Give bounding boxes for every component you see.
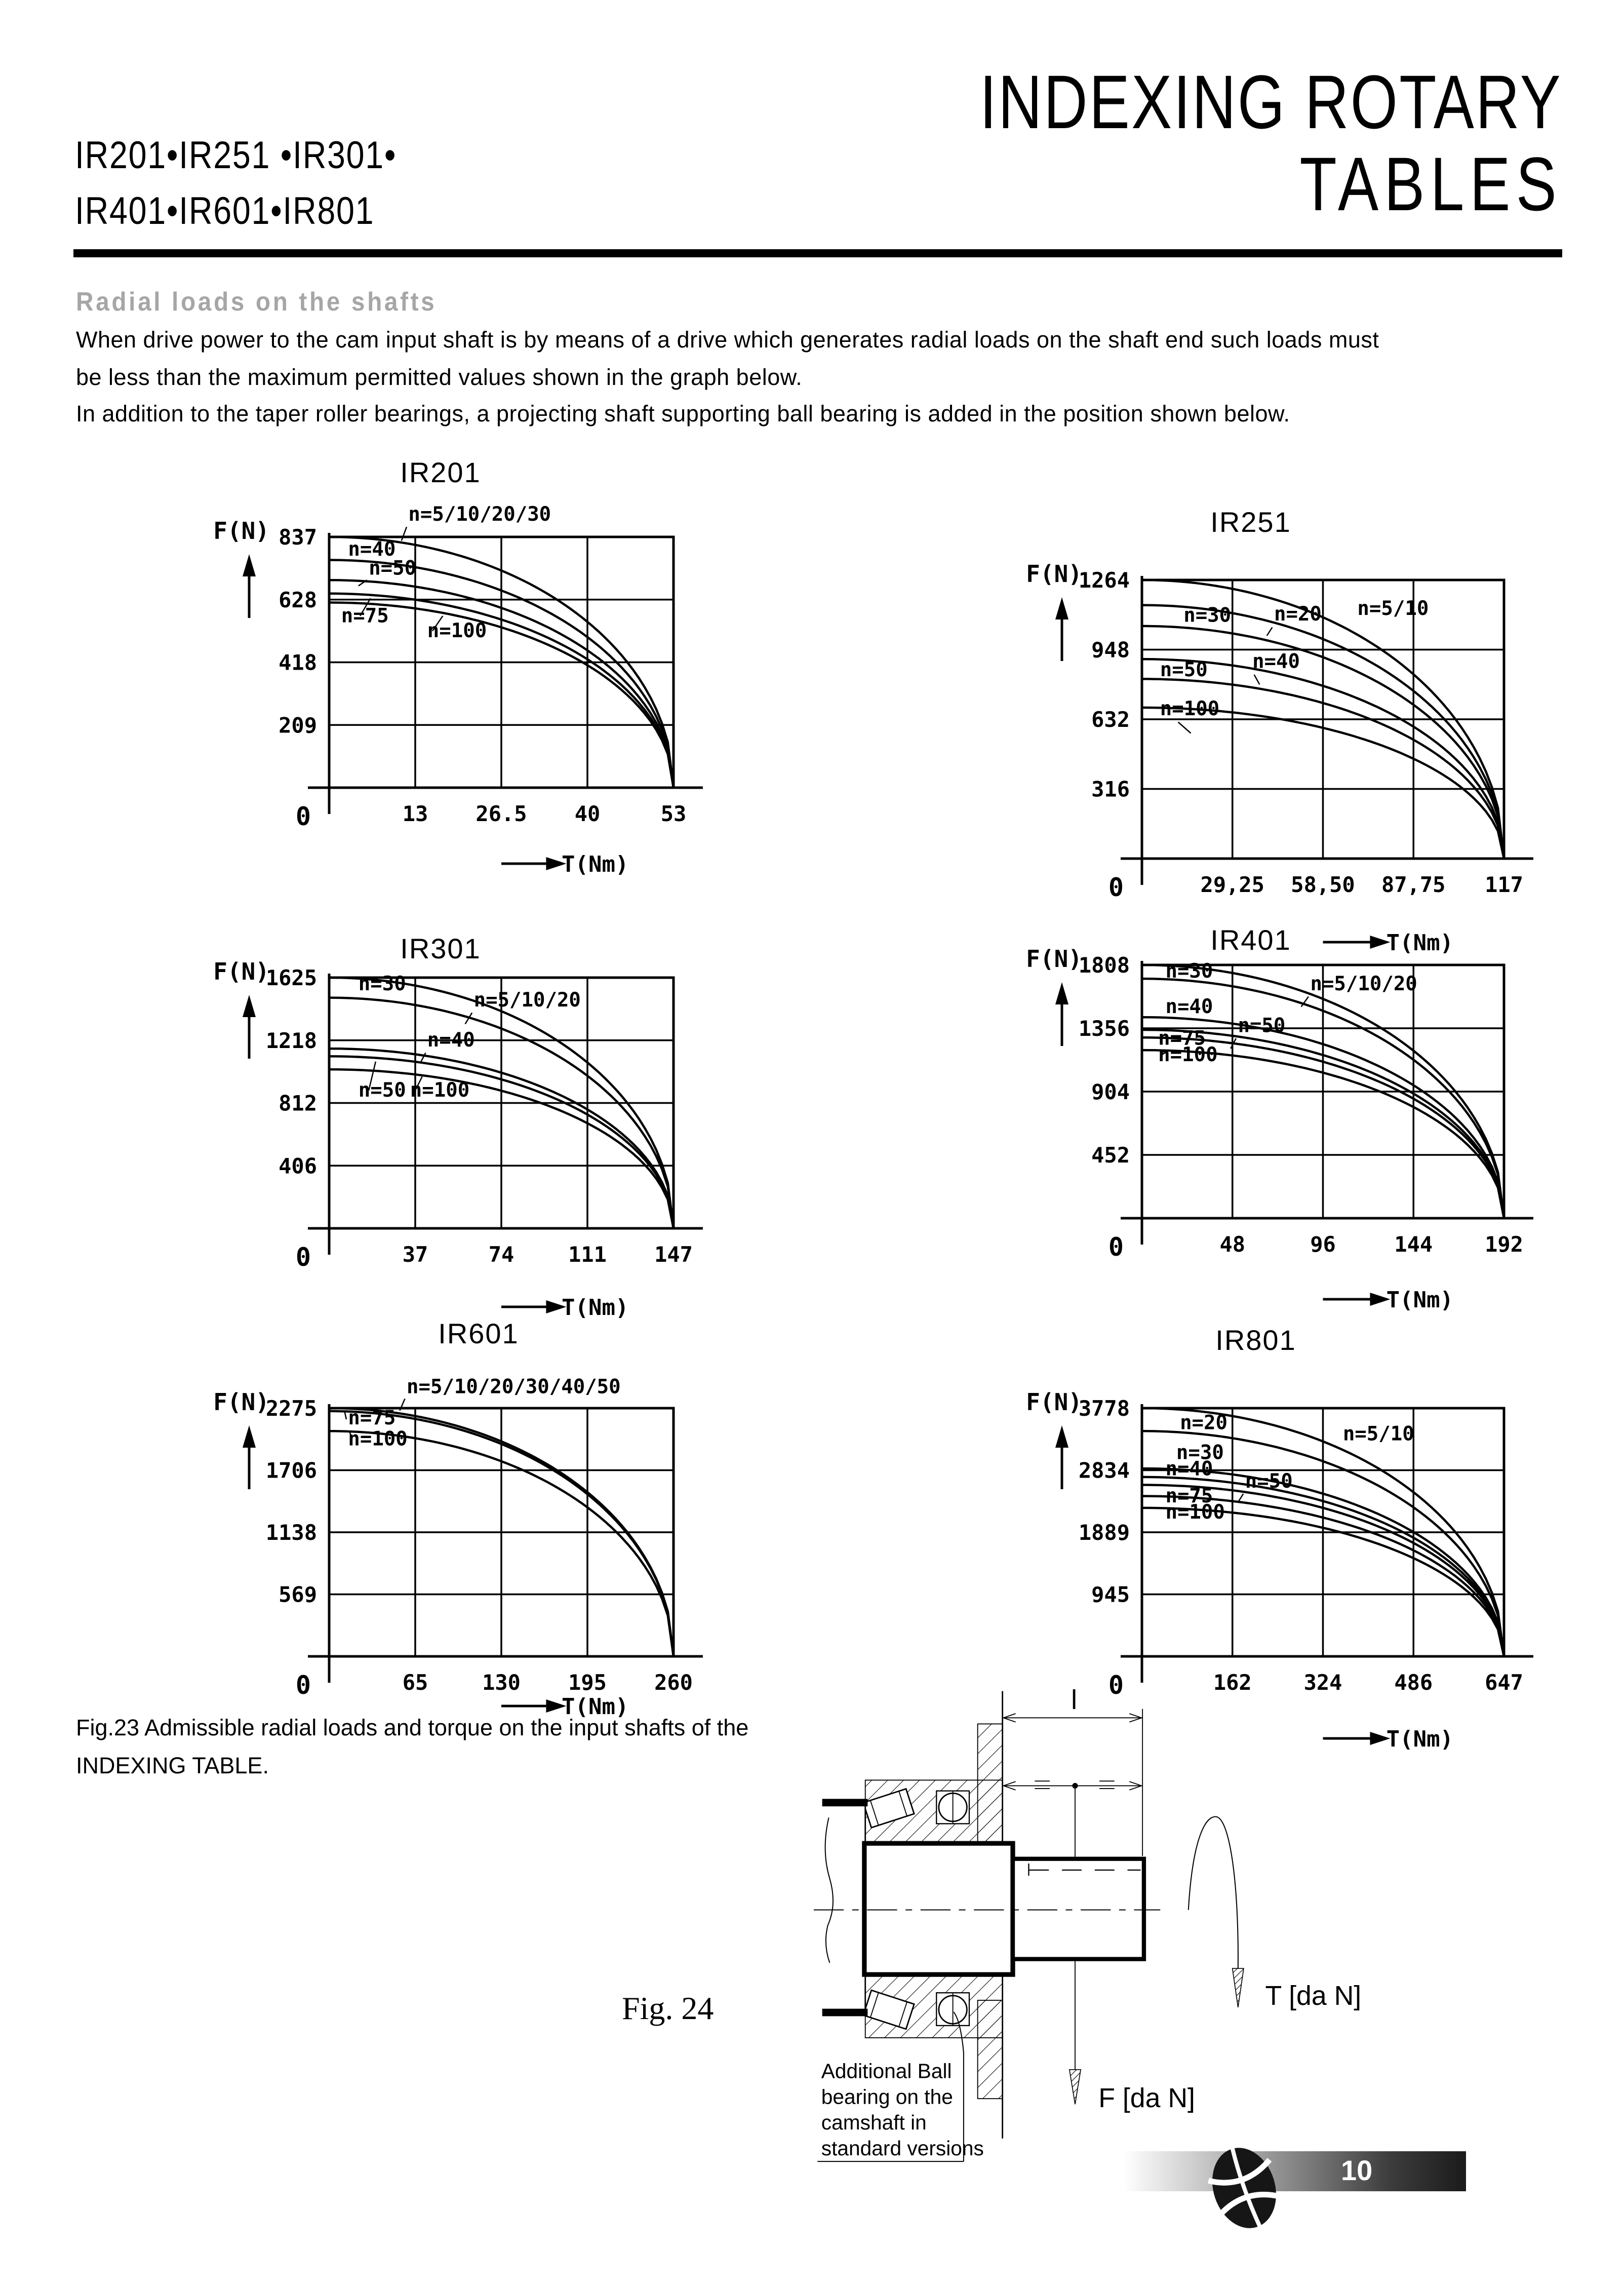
x-tick-label: 58,50 [1291, 872, 1355, 897]
curve-label: n=50 [1238, 1014, 1286, 1037]
curve-label: n=100 [410, 1079, 470, 1102]
x-tick-label: 130 [482, 1670, 521, 1695]
y-tick-label: 904 [1091, 1079, 1130, 1104]
curve-label-leader [345, 1412, 346, 1419]
curve-label-leader [1254, 675, 1260, 684]
fig24-drawing [795, 1682, 1529, 2163]
y-tick-label: 632 [1091, 707, 1130, 732]
x-axis-label: T(Nm) [562, 1694, 629, 1720]
chart-IR201 [203, 428, 790, 935]
svg-text:camshaft in: camshaft in [821, 2111, 927, 2135]
x-tick-label: 260 [654, 1670, 693, 1695]
x-tick-label: 13 [402, 801, 428, 826]
origin-label: 0 [295, 1243, 311, 1272]
fig24-label: Fig. 24 [622, 1990, 714, 2026]
curve-label: n=75 [1158, 1027, 1206, 1050]
y-tick-label: 1808 [1078, 953, 1130, 978]
y-tick-label: 3778 [1078, 1396, 1130, 1421]
footer-bar [1124, 2151, 1466, 2191]
force-label: F [da N] [1098, 2082, 1195, 2113]
chart-title: IR251 [1210, 506, 1291, 538]
curve-label: n=40 [348, 538, 396, 561]
y-tick-label: 569 [279, 1582, 317, 1607]
chart-title: IR601 [438, 1317, 519, 1349]
ball-bearing-bottom [936, 1993, 969, 2026]
curve-label-leader [402, 527, 407, 540]
y-tick-label: 2834 [1078, 1458, 1130, 1483]
bearing-housing-block [864, 1843, 1013, 1974]
y-tick-label: 2275 [265, 1396, 317, 1421]
x-tick-label: 40 [574, 801, 601, 826]
x-tick-label: 117 [1485, 872, 1523, 897]
chart-title: IR801 [1215, 1324, 1296, 1356]
up-arrow-icon [1055, 1425, 1068, 1448]
origin-label: 0 [295, 802, 311, 831]
company-logo-icon [1203, 2138, 1285, 2239]
curve-label: n=50 [1160, 658, 1208, 681]
curve-label: n=5/10/20/30 [408, 502, 551, 526]
curve-label-leader [1267, 628, 1273, 636]
x-axis-label: T(Nm) [562, 1295, 629, 1321]
x-tick-label: 144 [1394, 1232, 1433, 1257]
curve-label-leader [1178, 722, 1191, 733]
header-rule [73, 249, 1562, 257]
origin-label: 0 [1108, 1232, 1124, 1262]
y-axis-label: F(N) [213, 1388, 269, 1416]
chart-IR401 [1015, 856, 1620, 1365]
curve-label: n=5/10/20 [1310, 973, 1417, 995]
x-tick-label: 26.5 [476, 801, 527, 826]
origin-label: 0 [1108, 873, 1124, 902]
curve-label: n=50 [369, 557, 417, 580]
y-axis-label: F(N) [1026, 560, 1082, 588]
x-axis-label: T(Nm) [1386, 1287, 1454, 1313]
curve-label: n=75 [348, 1406, 396, 1429]
svg-text:bearing on the: bearing on the [821, 2085, 953, 2109]
input-shaft [1013, 1859, 1144, 1959]
y-tick-label: 316 [1091, 777, 1130, 802]
chart-title: IR201 [400, 456, 481, 488]
origin-label: 0 [1108, 1671, 1124, 1700]
curve-label: n=30 [358, 972, 406, 995]
y-tick-label: 418 [279, 650, 317, 675]
x-tick-label: 29,25 [1200, 872, 1264, 897]
curve-label: n=30 [1165, 960, 1213, 983]
y-tick-label: 1356 [1078, 1016, 1130, 1041]
up-arrow-icon [1055, 597, 1068, 619]
x-tick-label: 147 [654, 1242, 693, 1267]
y-tick-label: 406 [279, 1153, 317, 1179]
up-arrow-icon [243, 995, 256, 1017]
x-axis-label: T(Nm) [1386, 1726, 1454, 1752]
page-title [980, 61, 1562, 225]
x-tick-label: 111 [568, 1242, 607, 1267]
x-tick-label: 65 [402, 1670, 428, 1695]
torque-arrow [1189, 1816, 1244, 2007]
curve-label: n=40 [1252, 650, 1300, 673]
model-list-line2: IR401•IR601•IR801 [75, 189, 375, 232]
y-tick-label: 945 [1091, 1582, 1130, 1607]
x-tick-label: 96 [1310, 1232, 1336, 1257]
paragraph-line2: be less than the maximum permitted values shown in the graph below. [76, 364, 803, 390]
y-tick-label: 837 [279, 525, 317, 550]
x-tick-label: 48 [1219, 1232, 1246, 1257]
curve-label: n=40 [1165, 995, 1213, 1018]
torque-label: T [da N] [1265, 1981, 1362, 2011]
curve-label: n=5/10/20/30/40/50 [407, 1375, 621, 1399]
page-title-line1: INDEXING ROTARY [979, 59, 1562, 144]
y-tick-label: 452 [1091, 1143, 1130, 1168]
x-tick-label: 74 [488, 1242, 514, 1267]
y-axis-label: F(N) [1026, 945, 1082, 973]
curve-label: n=40 [1165, 1457, 1213, 1481]
curve-label: n=50 [358, 1079, 406, 1102]
curve-label: n=5/10/20 [473, 988, 581, 1012]
curve-label: n=20 [1274, 602, 1322, 626]
dim-l-label: l [1071, 1684, 1078, 1715]
page-title-line2: TABLES [1299, 141, 1562, 226]
curve-label: n=75 [1165, 1485, 1213, 1508]
x-tick-label: 53 [660, 801, 687, 826]
y-tick-label: 1625 [265, 965, 317, 990]
cam-wheel [822, 1799, 868, 2016]
curve-label: n=30 [1183, 604, 1232, 627]
x-tick-label: 647 [1485, 1670, 1523, 1695]
y-tick-label: 812 [279, 1091, 317, 1116]
y-tick-label: 1138 [265, 1520, 317, 1545]
y-tick-label: 1889 [1078, 1520, 1130, 1545]
curve-label: n=100 [1165, 1501, 1225, 1524]
curve-label: n=30 [1176, 1441, 1224, 1464]
y-tick-label: 1706 [265, 1458, 317, 1483]
curve-label: n=50 [1245, 1469, 1293, 1493]
model-list-line1: IR201•IR251 •IR301• [75, 134, 397, 177]
origin-label: 0 [295, 1671, 311, 1700]
x-axis-label: T(Nm) [1386, 930, 1454, 956]
up-arrow-icon [243, 1425, 256, 1448]
x-tick-label: 87,75 [1381, 872, 1446, 897]
fig23-caption-line2: INDEXING TABLE. [76, 1753, 269, 1778]
y-axis-label: F(N) [213, 958, 269, 985]
x-tick-label: 162 [1213, 1670, 1252, 1695]
page-number: 10 [1341, 2154, 1373, 2186]
x-tick-label: 192 [1485, 1232, 1523, 1257]
y-tick-label: 628 [279, 587, 317, 612]
x-tick-label: 37 [402, 1242, 428, 1267]
ball-bearing-top [936, 1791, 969, 1824]
chart-title: IR401 [1210, 924, 1291, 956]
y-axis-label: F(N) [1026, 1388, 1082, 1416]
y-tick-label: 209 [279, 713, 317, 738]
section-heading: Radial loads on the shafts [76, 287, 437, 317]
curve-label: n=5/10 [1342, 1422, 1414, 1446]
up-arrow-icon [1055, 982, 1068, 1004]
svg-text:Additional Ball: Additional Ball [821, 2059, 952, 2083]
curve-label: n=20 [1180, 1411, 1227, 1435]
curve-label: n=100 [1160, 697, 1220, 720]
x-axis-label: T(Nm) [562, 851, 629, 877]
y-tick-label: 948 [1091, 637, 1130, 663]
curve-label: n=100 [1158, 1043, 1218, 1066]
chart-title: IR301 [400, 933, 481, 964]
up-arrow-icon [243, 554, 256, 576]
curve-label: n=100 [427, 619, 487, 642]
model-list [75, 128, 397, 239]
curve-label: n=40 [427, 1029, 475, 1052]
y-tick-label: 1218 [265, 1028, 317, 1053]
x-tick-label: 195 [568, 1670, 607, 1695]
curve-label: n=5/10 [1357, 597, 1429, 620]
svg-text:standard versions: standard versions [821, 2137, 984, 2160]
curve-label: n=75 [341, 604, 389, 628]
dimension-l [1003, 1709, 1142, 1856]
y-axis-label: F(N) [213, 517, 269, 545]
curve-label: n=100 [348, 1427, 408, 1451]
y-tick-label: 1264 [1078, 568, 1130, 593]
fig23-caption-line1: Fig.23 Admissible radial loads and torque on the input shafts of the [76, 1715, 749, 1740]
x-tick-label: 324 [1303, 1670, 1342, 1695]
paragraph-line3: In addition to the taper roller bearings, a projecting shaft supporting ball bearing is added in the position shown below. [76, 401, 1290, 427]
paragraph-line1: When drive power to the cam input shaft is by means of a drive which generates radial loads on the shaft end such loads must [76, 327, 1379, 353]
x-tick-label: 486 [1394, 1670, 1433, 1695]
